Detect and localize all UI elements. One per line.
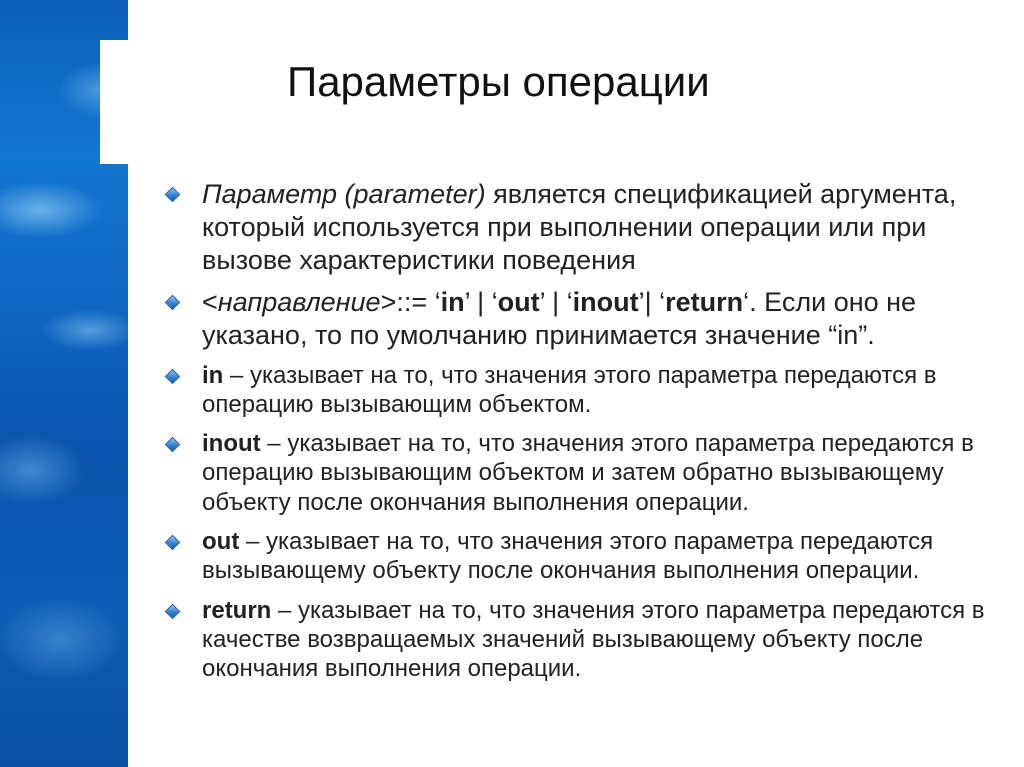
bullet-inout <box>160 429 1000 517</box>
syntax-sep: ’ | ‘ <box>539 286 573 317</box>
syntax-sep: ’ | ‘ <box>464 286 498 317</box>
bullet-text: – указывает на то, что значения этого параметра передаются в операцию вызывающим объектом и затем обратно вызывающему объекту после окончания выполнения операции. <box>202 430 974 516</box>
syntax-lt: < <box>202 286 218 317</box>
term-direction: направление <box>217 286 381 317</box>
bullet-diamond-icon <box>165 368 181 384</box>
bullet-in <box>160 361 1000 420</box>
bullet-list <box>160 178 1000 693</box>
keyword-out: out <box>497 286 540 317</box>
term-return: return <box>202 596 272 624</box>
bullet-return <box>160 596 1000 684</box>
slide-title: Параметры операции <box>287 58 710 105</box>
syntax-def: >::= ‘ <box>380 286 441 317</box>
syntax-sep: ’| ‘ <box>638 286 666 317</box>
bullet-diamond-icon <box>165 603 181 619</box>
bullet-diamond-icon <box>165 437 181 453</box>
term-parameter: Параметр (parameter) <box>202 179 486 209</box>
keyword-in: in <box>440 286 465 317</box>
term-in: in <box>202 361 224 389</box>
bullet-direction-syntax <box>160 286 1000 352</box>
term-out: out <box>202 528 240 556</box>
term-inout: inout <box>202 430 261 458</box>
bullet-out <box>160 527 1000 586</box>
bullet-diamond-icon <box>165 187 181 203</box>
bullet-text: – указывает на то, что значения этого параметра передаются вызывающему объекту после окончания выполнения операции. <box>202 528 934 585</box>
bullet-diamond-icon <box>165 295 181 311</box>
bullet-diamond-icon <box>165 535 181 551</box>
keyword-return: return <box>665 286 744 317</box>
bullet-text: является спецификацией аргумента, который используется при выполнении операции или при вызове характеристики поведения <box>202 179 957 275</box>
title-notch <box>100 40 130 164</box>
bullet-text: – указывает на то, что значения этого параметра передаются в операцию вызывающим объектом. <box>202 361 937 418</box>
bullet-text: ‘. Если оно не указано, то по умолчанию принимается значение “in”. <box>202 286 917 350</box>
bullet-text: – указывает на то, что значения этого параметра передаются в качестве возвращаемых значений вызывающему объекту после окончания выполнения операции. <box>202 596 985 683</box>
keyword-inout: inout <box>572 286 639 317</box>
bullet-parameter-definition <box>160 178 1000 277</box>
